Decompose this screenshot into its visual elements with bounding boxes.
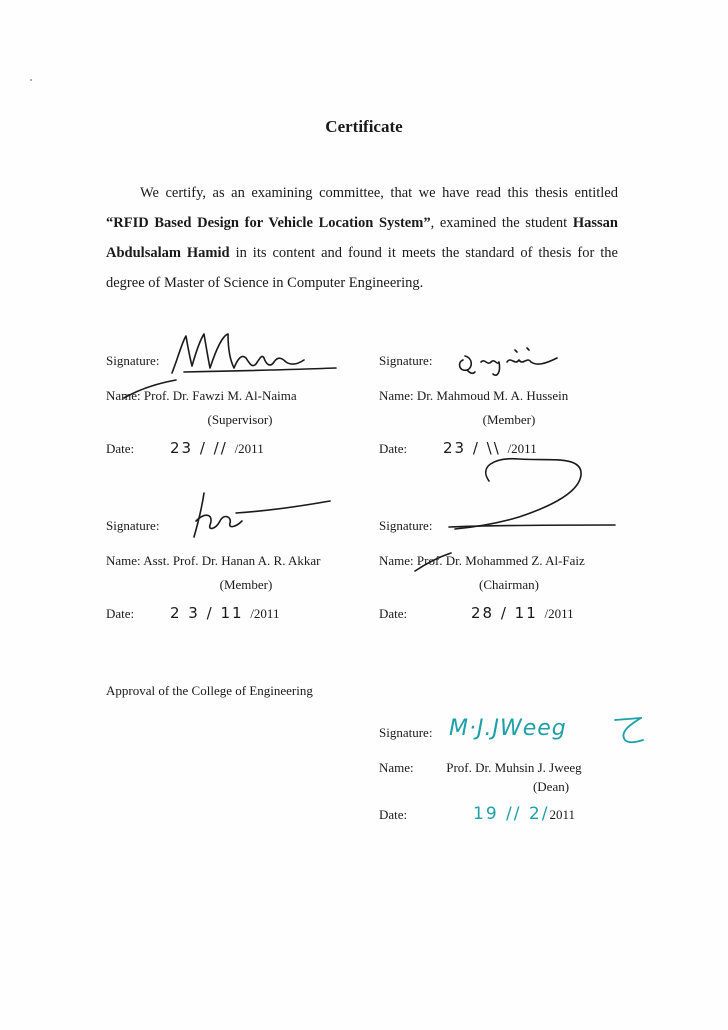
member-name: Prof. Dr. Mohammed Z. Al-Faiz <box>416 553 585 568</box>
member-role: (Chairman) <box>479 577 539 592</box>
date-label: Date: <box>379 606 408 621</box>
signature-block-chairman <box>379 505 639 635</box>
member-name: Prof. Dr. Fawzi M. Al-Naima <box>143 388 297 403</box>
date-label: Date: <box>379 441 408 456</box>
date-label: Date: <box>379 807 408 822</box>
date-label: Date: <box>106 606 135 621</box>
name-label: Name: <box>106 388 141 403</box>
dean-role: (Dean) <box>532 779 570 794</box>
signature-tail-stroke <box>120 376 180 406</box>
page-title: Certificate <box>325 117 403 136</box>
name-label: Name: <box>379 760 414 775</box>
approval-heading: Approval of the College of Engineering <box>106 683 313 698</box>
signature-block-member-2 <box>106 505 376 635</box>
date-year: /2011 <box>507 441 537 456</box>
signature-flourish <box>611 714 647 748</box>
signature-label: Signature: <box>379 725 433 740</box>
member-role: (Supervisor) <box>207 412 273 427</box>
handwritten-date: 2 3 / 11 <box>170 604 251 622</box>
date-label: Date: <box>106 441 135 456</box>
member-role: (Member) <box>482 412 536 427</box>
handwritten-date: 19 // 2/ <box>473 804 550 824</box>
handwritten-signature <box>453 344 563 380</box>
handwritten-date: 28 / 11 <box>471 604 545 622</box>
handwritten-date: 23 / \\ <box>443 439 508 457</box>
handwritten-signature <box>379 455 619 535</box>
date-year: /2011 <box>544 606 574 621</box>
dean-name: Prof. Dr. Muhsin J. Jweeg <box>446 760 582 775</box>
handwritten-date: 23 / // <box>170 439 235 457</box>
intro-text-1: We certify, as an examining committee, that we have read this thesis entitled <box>140 185 618 201</box>
scan-speck <box>30 79 32 81</box>
member-role: (Member) <box>219 577 273 592</box>
date-year: /2011 <box>234 441 264 456</box>
signature-block-supervisor <box>106 340 366 470</box>
name-label: Name: <box>379 388 414 403</box>
date-year: /2011 <box>250 606 280 621</box>
signature-label: Signature: <box>106 353 160 368</box>
date-year: 2011 <box>549 807 575 822</box>
intro-text-3: in its content and found it meets the standard of thesis for the degree of Master of Science in Computer Engineering. <box>106 245 618 291</box>
handwritten-signature <box>164 328 339 378</box>
member-name: Dr. Mahmoud M. A. Hussein <box>416 388 569 403</box>
name-label: Name: <box>106 553 141 568</box>
certification-paragraph <box>106 178 618 298</box>
student-name: Hassan Abdulsalam Hamid <box>106 215 618 261</box>
signature-block-dean <box>379 712 679 872</box>
member-name: Asst. Prof. Dr. Hanan A. R. Akkar <box>143 553 321 568</box>
signature-label: Signature: <box>379 518 433 533</box>
dean-handwritten-signature: M·J.JWeeg <box>449 716 567 741</box>
name-label: Name: <box>379 553 414 568</box>
signature-tail-stroke <box>413 551 453 575</box>
signature-block-member-1 <box>379 340 639 470</box>
intro-text-2: , examined the student <box>430 215 573 231</box>
handwritten-signature <box>176 491 336 541</box>
thesis-title: “RFID Based Design for Vehicle Location System” <box>106 215 431 231</box>
signature-label: Signature: <box>106 518 160 533</box>
signature-label: Signature: <box>379 353 433 368</box>
